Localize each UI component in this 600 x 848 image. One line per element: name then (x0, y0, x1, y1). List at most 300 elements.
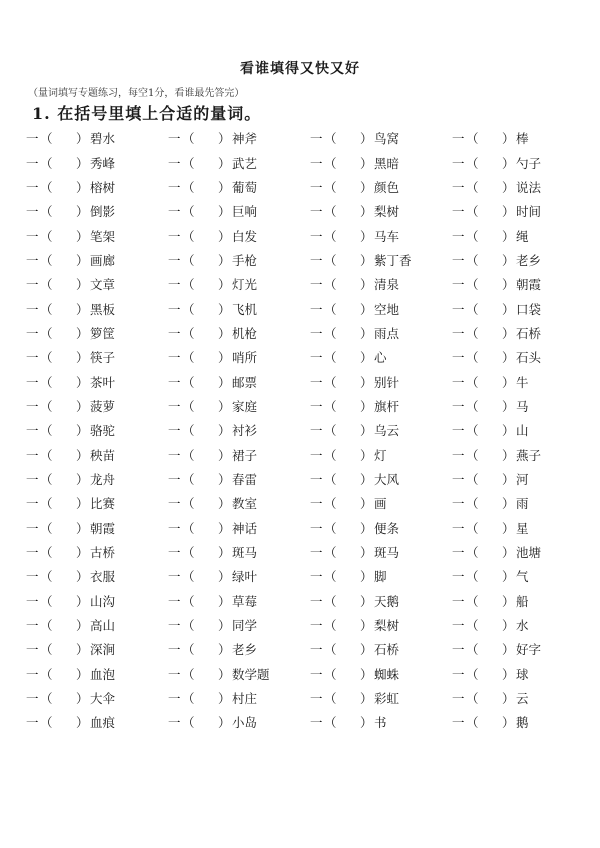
close-paren: ） (502, 642, 515, 658)
prefix-yi: 一 (26, 618, 39, 634)
prefix-yi: 一 (168, 642, 181, 658)
open-paren: （ (466, 471, 479, 487)
exercise-item (168, 686, 310, 710)
open-paren: （ (40, 398, 53, 414)
prefix-yi: 一 (452, 423, 465, 439)
exercise-item (168, 662, 310, 686)
instructions-note: （量词填写专题练习，每空1分，看谁最先答完） (28, 88, 245, 99)
open-paren: （ (466, 593, 479, 609)
exercise-item (310, 369, 452, 393)
prefix-yi: 一 (26, 545, 39, 561)
prefix-yi: 一 (452, 520, 465, 536)
exercise-item (452, 637, 586, 661)
close-paren: ） (218, 398, 231, 414)
open-paren: （ (466, 666, 479, 682)
close-paren: ） (76, 447, 89, 463)
prefix-yi: 一 (168, 398, 181, 414)
prefix-yi: 一 (452, 691, 465, 707)
prefix-yi: 一 (168, 666, 181, 682)
open-paren: （ (466, 374, 479, 390)
close-paren: ） (76, 642, 89, 658)
open-paren: （ (324, 398, 337, 414)
close-paren: ） (502, 569, 515, 585)
prefix-yi: 一 (452, 715, 465, 731)
prefix-yi: 一 (310, 471, 323, 487)
open-paren: （ (466, 252, 479, 268)
prefix-yi: 一 (168, 520, 181, 536)
prefix-yi: 一 (310, 277, 323, 293)
exercise-item (452, 418, 586, 442)
close-paren: ） (360, 131, 373, 147)
close-paren: ） (360, 155, 373, 171)
close-paren: ） (218, 691, 231, 707)
open-paren: （ (466, 179, 479, 195)
noun-word: 筷子 (90, 350, 116, 366)
close-paren: ） (360, 593, 373, 609)
close-paren: ） (76, 325, 89, 341)
close-paren: ） (218, 155, 231, 171)
close-paren: ） (218, 545, 231, 561)
open-paren: （ (324, 545, 337, 561)
open-paren: （ (324, 423, 337, 439)
open-paren: （ (466, 131, 479, 147)
open-paren: （ (40, 593, 53, 609)
noun-word: 斑马 (232, 545, 258, 561)
close-paren: ） (502, 447, 515, 463)
close-paren: ） (360, 350, 373, 366)
open-paren: （ (324, 642, 337, 658)
close-paren: ） (502, 618, 515, 634)
close-paren: ） (76, 374, 89, 390)
noun-word: 深涧 (90, 642, 116, 658)
open-paren: （ (182, 301, 195, 317)
close-paren: ） (502, 593, 515, 609)
open-paren: （ (182, 471, 195, 487)
exercise-item (452, 540, 586, 564)
close-paren: ） (218, 423, 231, 439)
exercise-item (452, 613, 586, 637)
close-paren: ） (502, 131, 515, 147)
prefix-yi: 一 (168, 155, 181, 171)
exercise-item (168, 199, 310, 223)
open-paren: （ (40, 423, 53, 439)
noun-word: 村庄 (232, 691, 258, 707)
exercise-item (168, 613, 310, 637)
noun-word: 文章 (90, 277, 116, 293)
noun-word: 牛 (516, 374, 529, 390)
close-paren: ） (502, 350, 515, 366)
open-paren: （ (466, 325, 479, 341)
exercise-item (168, 516, 310, 540)
noun-word: 黑暗 (374, 155, 400, 171)
open-paren: （ (466, 569, 479, 585)
prefix-yi: 一 (452, 204, 465, 220)
open-paren: （ (324, 301, 337, 317)
close-paren: ） (218, 325, 231, 341)
prefix-yi: 一 (452, 618, 465, 634)
noun-word: 船 (516, 593, 529, 609)
prefix-yi: 一 (310, 325, 323, 341)
close-paren: ） (76, 423, 89, 439)
prefix-yi: 一 (26, 155, 39, 171)
exercise-item (452, 272, 586, 296)
open-paren: （ (182, 520, 195, 536)
open-paren: （ (324, 155, 337, 171)
prefix-yi: 一 (452, 155, 465, 171)
exercise-item (452, 394, 586, 418)
exercise-item (168, 321, 310, 345)
open-paren: （ (324, 179, 337, 195)
open-paren: （ (324, 325, 337, 341)
noun-word: 秧苗 (90, 447, 116, 463)
open-paren: （ (182, 131, 195, 147)
close-paren: ） (360, 618, 373, 634)
noun-word: 裙子 (232, 447, 258, 463)
noun-word: 棒 (516, 131, 529, 147)
close-paren: ） (218, 666, 231, 682)
exercise-item (168, 150, 310, 174)
noun-word: 笔架 (90, 228, 116, 244)
open-paren: （ (324, 374, 337, 390)
prefix-yi: 一 (310, 179, 323, 195)
prefix-yi: 一 (26, 593, 39, 609)
noun-word: 气 (516, 569, 529, 585)
noun-word: 鸟窝 (374, 131, 400, 147)
prefix-yi: 一 (26, 252, 39, 268)
noun-word: 雨点 (374, 325, 400, 341)
exercise-item (452, 369, 586, 393)
prefix-yi: 一 (310, 447, 323, 463)
exercise-item (452, 126, 586, 150)
page-title: 看谁填得又快又好 (240, 61, 360, 77)
exercise-item (26, 516, 168, 540)
noun-word: 神斧 (232, 131, 258, 147)
prefix-yi: 一 (168, 179, 181, 195)
open-paren: （ (182, 179, 195, 195)
open-paren: （ (324, 471, 337, 487)
prefix-yi: 一 (310, 545, 323, 561)
exercise-item (26, 564, 168, 588)
noun-word: 心 (374, 350, 387, 366)
exercise-item (168, 564, 310, 588)
open-paren: （ (182, 569, 195, 585)
exercise-item (26, 710, 168, 734)
close-paren: ） (76, 618, 89, 634)
exercise-item (452, 150, 586, 174)
close-paren: ） (76, 131, 89, 147)
prefix-yi: 一 (26, 131, 39, 147)
exercise-item (310, 467, 452, 491)
open-paren: （ (466, 277, 479, 293)
close-paren: ） (360, 179, 373, 195)
noun-word: 书 (374, 715, 387, 731)
exercise-item (26, 686, 168, 710)
prefix-yi: 一 (310, 593, 323, 609)
noun-word: 时间 (516, 204, 542, 220)
open-paren: （ (466, 715, 479, 731)
close-paren: ） (360, 325, 373, 341)
close-paren: ） (76, 398, 89, 414)
exercise-item (310, 223, 452, 247)
close-paren: ） (218, 204, 231, 220)
open-paren: （ (466, 691, 479, 707)
noun-word: 斑马 (374, 545, 400, 561)
prefix-yi: 一 (310, 569, 323, 585)
exercise-item (26, 175, 168, 199)
question-heading: 1. 在括号里填上合适的量词。 (32, 104, 262, 123)
close-paren: ） (502, 545, 515, 561)
exercise-item (310, 199, 452, 223)
close-paren: ） (360, 204, 373, 220)
noun-word: 哨所 (232, 350, 258, 366)
prefix-yi: 一 (310, 131, 323, 147)
prefix-yi: 一 (452, 447, 465, 463)
close-paren: ） (502, 301, 515, 317)
noun-word: 空地 (374, 301, 400, 317)
exercise-item (168, 467, 310, 491)
prefix-yi: 一 (452, 569, 465, 585)
close-paren: ） (76, 301, 89, 317)
close-paren: ） (360, 691, 373, 707)
noun-word: 雨 (516, 496, 529, 512)
open-paren: （ (324, 691, 337, 707)
close-paren: ） (360, 301, 373, 317)
prefix-yi: 一 (168, 618, 181, 634)
exercise-item (168, 637, 310, 661)
noun-word: 好字 (516, 642, 542, 658)
open-paren: （ (466, 618, 479, 634)
prefix-yi: 一 (452, 593, 465, 609)
prefix-yi: 一 (168, 252, 181, 268)
noun-word: 梨树 (374, 204, 400, 220)
exercise-item (452, 710, 586, 734)
noun-word: 老乡 (232, 642, 258, 658)
prefix-yi: 一 (310, 618, 323, 634)
open-paren: （ (40, 179, 53, 195)
prefix-yi: 一 (26, 496, 39, 512)
prefix-yi: 一 (452, 666, 465, 682)
prefix-yi: 一 (310, 228, 323, 244)
prefix-yi: 一 (452, 179, 465, 195)
close-paren: ） (360, 471, 373, 487)
open-paren: （ (182, 374, 195, 390)
close-paren: ） (76, 520, 89, 536)
exercise-item (452, 686, 586, 710)
exercise-item (310, 442, 452, 466)
exercise-item (452, 345, 586, 369)
noun-word: 梨树 (374, 618, 400, 634)
noun-word: 衬衫 (232, 423, 258, 439)
noun-word: 倒影 (90, 204, 116, 220)
noun-word: 龙舟 (90, 471, 116, 487)
prefix-yi: 一 (452, 131, 465, 147)
close-paren: ） (360, 374, 373, 390)
noun-word: 乌云 (374, 423, 400, 439)
exercise-item (310, 637, 452, 661)
exercise-item (310, 248, 452, 272)
open-paren: （ (40, 277, 53, 293)
prefix-yi: 一 (168, 350, 181, 366)
close-paren: ） (76, 569, 89, 585)
close-paren: ） (76, 496, 89, 512)
prefix-yi: 一 (26, 301, 39, 317)
prefix-yi: 一 (26, 642, 39, 658)
open-paren: （ (324, 520, 337, 536)
open-paren: （ (182, 204, 195, 220)
prefix-yi: 一 (452, 228, 465, 244)
close-paren: ） (76, 666, 89, 682)
noun-word: 家庭 (232, 398, 258, 414)
open-paren: （ (466, 228, 479, 244)
open-paren: （ (40, 155, 53, 171)
prefix-yi: 一 (310, 252, 323, 268)
exercise-item (26, 442, 168, 466)
exercise-item (168, 223, 310, 247)
prefix-yi: 一 (452, 350, 465, 366)
noun-word: 老乡 (516, 252, 542, 268)
open-paren: （ (40, 350, 53, 366)
noun-word: 手枪 (232, 252, 258, 268)
close-paren: ） (502, 715, 515, 731)
exercise-item (452, 442, 586, 466)
open-paren: （ (40, 447, 53, 463)
close-paren: ） (218, 496, 231, 512)
prefix-yi: 一 (168, 691, 181, 707)
exercise-item (168, 710, 310, 734)
exercise-item (310, 540, 452, 564)
open-paren: （ (40, 520, 53, 536)
noun-word: 球 (516, 666, 529, 682)
prefix-yi: 一 (452, 545, 465, 561)
exercise-item (452, 467, 586, 491)
open-paren: （ (324, 228, 337, 244)
close-paren: ） (218, 374, 231, 390)
exercise-item (26, 613, 168, 637)
close-paren: ） (360, 715, 373, 731)
exercise-item (26, 321, 168, 345)
noun-word: 秀峰 (90, 155, 116, 171)
close-paren: ） (360, 520, 373, 536)
prefix-yi: 一 (168, 423, 181, 439)
exercise-item (310, 613, 452, 637)
noun-word: 勺子 (516, 155, 542, 171)
close-paren: ） (218, 277, 231, 293)
open-paren: （ (182, 350, 195, 366)
close-paren: ） (218, 228, 231, 244)
open-paren: （ (324, 252, 337, 268)
open-paren: （ (324, 666, 337, 682)
exercise-item (310, 126, 452, 150)
noun-word: 便条 (374, 520, 400, 536)
exercise-item (310, 418, 452, 442)
close-paren: ） (76, 155, 89, 171)
exercise-item (26, 540, 168, 564)
close-paren: ） (360, 423, 373, 439)
open-paren: （ (182, 642, 195, 658)
exercise-item (310, 491, 452, 515)
exercise-item (168, 126, 310, 150)
close-paren: ） (76, 179, 89, 195)
open-paren: （ (40, 642, 53, 658)
prefix-yi: 一 (310, 350, 323, 366)
exercise-item (310, 272, 452, 296)
close-paren: ） (502, 277, 515, 293)
exercise-item (26, 394, 168, 418)
prefix-yi: 一 (26, 666, 39, 682)
open-paren: （ (324, 496, 337, 512)
exercise-item (26, 637, 168, 661)
noun-word: 草莓 (232, 593, 258, 609)
prefix-yi: 一 (26, 228, 39, 244)
exercise-item (26, 662, 168, 686)
open-paren: （ (466, 447, 479, 463)
noun-word: 画 (374, 496, 387, 512)
prefix-yi: 一 (168, 447, 181, 463)
noun-word: 朝霞 (90, 520, 116, 536)
close-paren: ） (360, 642, 373, 658)
noun-word: 灯 (374, 447, 387, 463)
exercise-item (26, 369, 168, 393)
noun-word: 神话 (232, 520, 258, 536)
noun-word: 河 (516, 471, 529, 487)
close-paren: ） (360, 447, 373, 463)
close-paren: ） (76, 277, 89, 293)
noun-word: 绳 (516, 228, 529, 244)
open-paren: （ (182, 715, 195, 731)
prefix-yi: 一 (168, 131, 181, 147)
close-paren: ） (76, 252, 89, 268)
prefix-yi: 一 (452, 496, 465, 512)
close-paren: ） (360, 277, 373, 293)
open-paren: （ (324, 593, 337, 609)
noun-word: 绿叶 (232, 569, 258, 585)
noun-word: 白发 (232, 228, 258, 244)
close-paren: ） (360, 545, 373, 561)
exercise-item (26, 248, 168, 272)
noun-word: 榕树 (90, 179, 116, 195)
prefix-yi: 一 (26, 447, 39, 463)
exercise-item (26, 150, 168, 174)
open-paren: （ (324, 204, 337, 220)
open-paren: （ (182, 545, 195, 561)
exercise-item (310, 710, 452, 734)
noun-word: 朝霞 (516, 277, 542, 293)
close-paren: ） (502, 374, 515, 390)
exercise-item (26, 223, 168, 247)
noun-word: 菠萝 (90, 398, 116, 414)
close-paren: ） (502, 423, 515, 439)
noun-word: 旗杆 (374, 398, 400, 414)
prefix-yi: 一 (26, 715, 39, 731)
exercise-item (310, 516, 452, 540)
prefix-yi: 一 (26, 471, 39, 487)
close-paren: ） (502, 204, 515, 220)
noun-word: 衣服 (90, 569, 116, 585)
noun-word: 邮票 (232, 374, 258, 390)
close-paren: ） (502, 691, 515, 707)
open-paren: （ (182, 593, 195, 609)
open-paren: （ (182, 496, 195, 512)
prefix-yi: 一 (26, 398, 39, 414)
open-paren: （ (466, 301, 479, 317)
close-paren: ） (76, 350, 89, 366)
open-paren: （ (466, 545, 479, 561)
noun-word: 脚 (374, 569, 387, 585)
noun-word: 古桥 (90, 545, 116, 561)
close-paren: ） (76, 204, 89, 220)
close-paren: ） (360, 569, 373, 585)
noun-word: 骆驼 (90, 423, 116, 439)
